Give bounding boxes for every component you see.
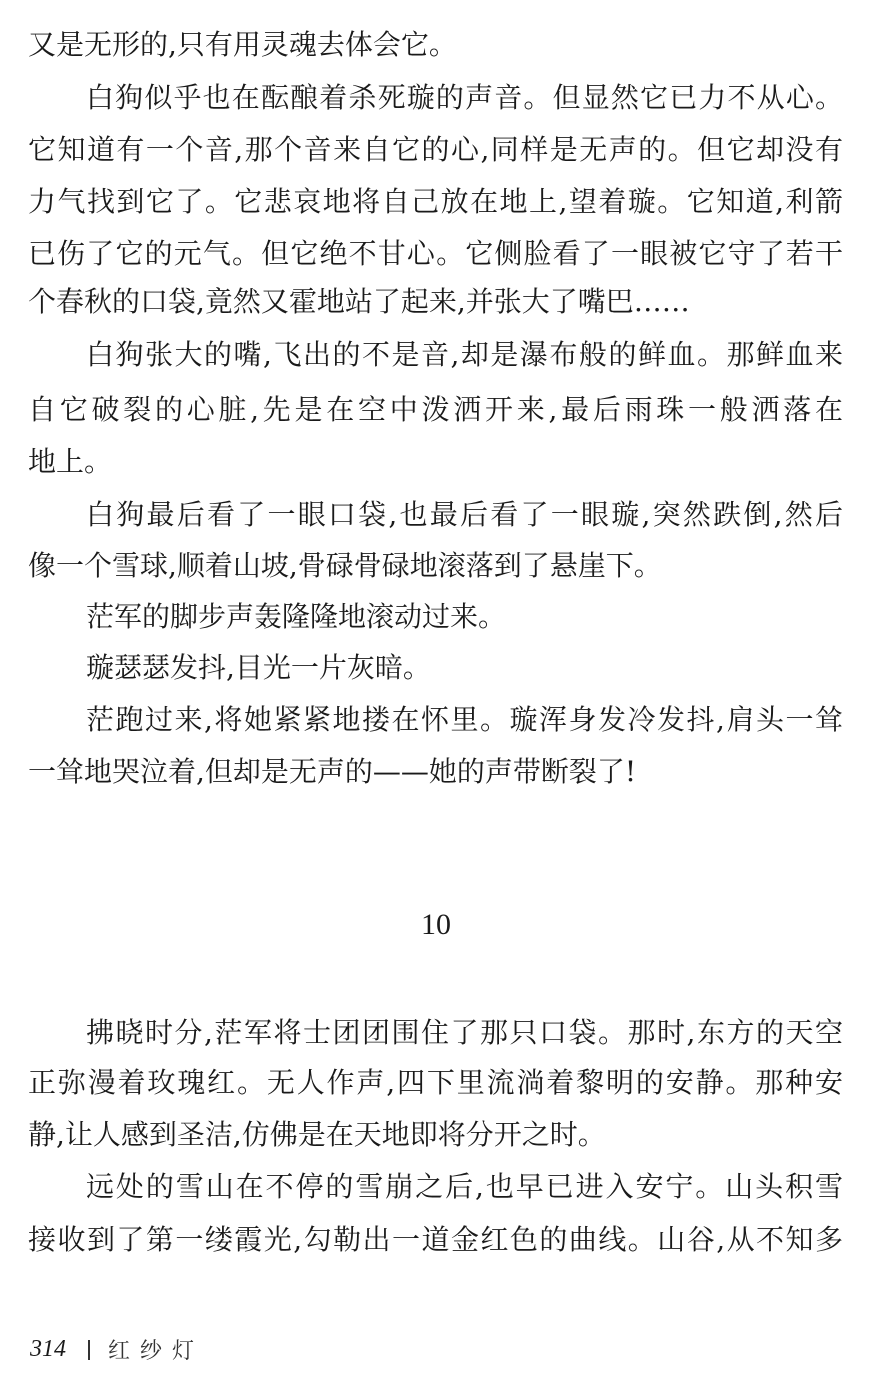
text-line: 白狗最后看了一眼口袋,也最后看了一眼璇,突然跌倒,然后 — [86, 498, 843, 531]
text-line: 白狗张大的嘴,飞出的不是音,却是瀑布般的鲜血。那鲜血来 — [86, 338, 843, 371]
text-line: 个春秋的口袋,竟然又霍地站了起来,并张大了嘴巴…… — [28, 285, 690, 318]
text-line: 拂晓时分,茫军将士团团围住了那只口袋。那时,东方的天空 — [86, 1016, 843, 1049]
text-line: 远处的雪山在不停的雪崩之后,也早已进入安宁。山头积雪 — [86, 1170, 843, 1203]
text-line: 接收到了第一缕霞光,勾勒出一道金红色的曲线。山谷,从不知多 — [28, 1223, 843, 1256]
chapter-number: 10 — [421, 908, 451, 941]
text-line: 一耸地哭泣着,但却是无声的——她的声带断裂了! — [28, 755, 637, 788]
text-line: 地上。 — [28, 445, 113, 478]
book-title: 红纱灯 — [108, 1339, 205, 1364]
text-line: 已伤了它的元气。但它绝不甘心。它侧脸看了一眼被它守了若干 — [28, 237, 843, 270]
text-line: 白狗似乎也在酝酿着杀死璇的声音。但显然它已力不从心。 — [86, 81, 843, 114]
text-line: 璇瑟瑟发抖,目光一片灰暗。 — [86, 651, 431, 684]
page-number: 314 — [30, 1336, 66, 1362]
text-line: 像一个雪球,顺着山坡,骨碌骨碌地滚落到了悬崖下。 — [28, 549, 662, 582]
text-line: 力气找到它了。它悲哀地将自己放在地上,望着璇。它知道,利箭 — [28, 185, 843, 218]
footer-divider — [88, 1340, 90, 1360]
text-line: 静,让人感到圣洁,仿佛是在天地即将分开之时。 — [28, 1118, 606, 1151]
page-footer — [30, 1334, 204, 1365]
text-line: 茫跑过来,将她紧紧地搂在怀里。璇浑身发冷发抖,肩头一耸 — [86, 703, 843, 736]
text-line: 茫军的脚步声轰隆隆地滚动过来。 — [86, 600, 507, 633]
text-line: 它知道有一个音,那个音来自它的心,同样是无声的。但它却没有 — [28, 133, 843, 166]
text-line: 正弥漫着玫瑰红。无人作声,四下里流淌着黎明的安静。那种安 — [28, 1066, 843, 1099]
text-line: 又是无形的,只有用灵魂去体会它。 — [28, 28, 457, 61]
text-line: 自它破裂的心脏,先是在空中泼洒开来,最后雨珠一般洒落在 — [28, 393, 843, 426]
